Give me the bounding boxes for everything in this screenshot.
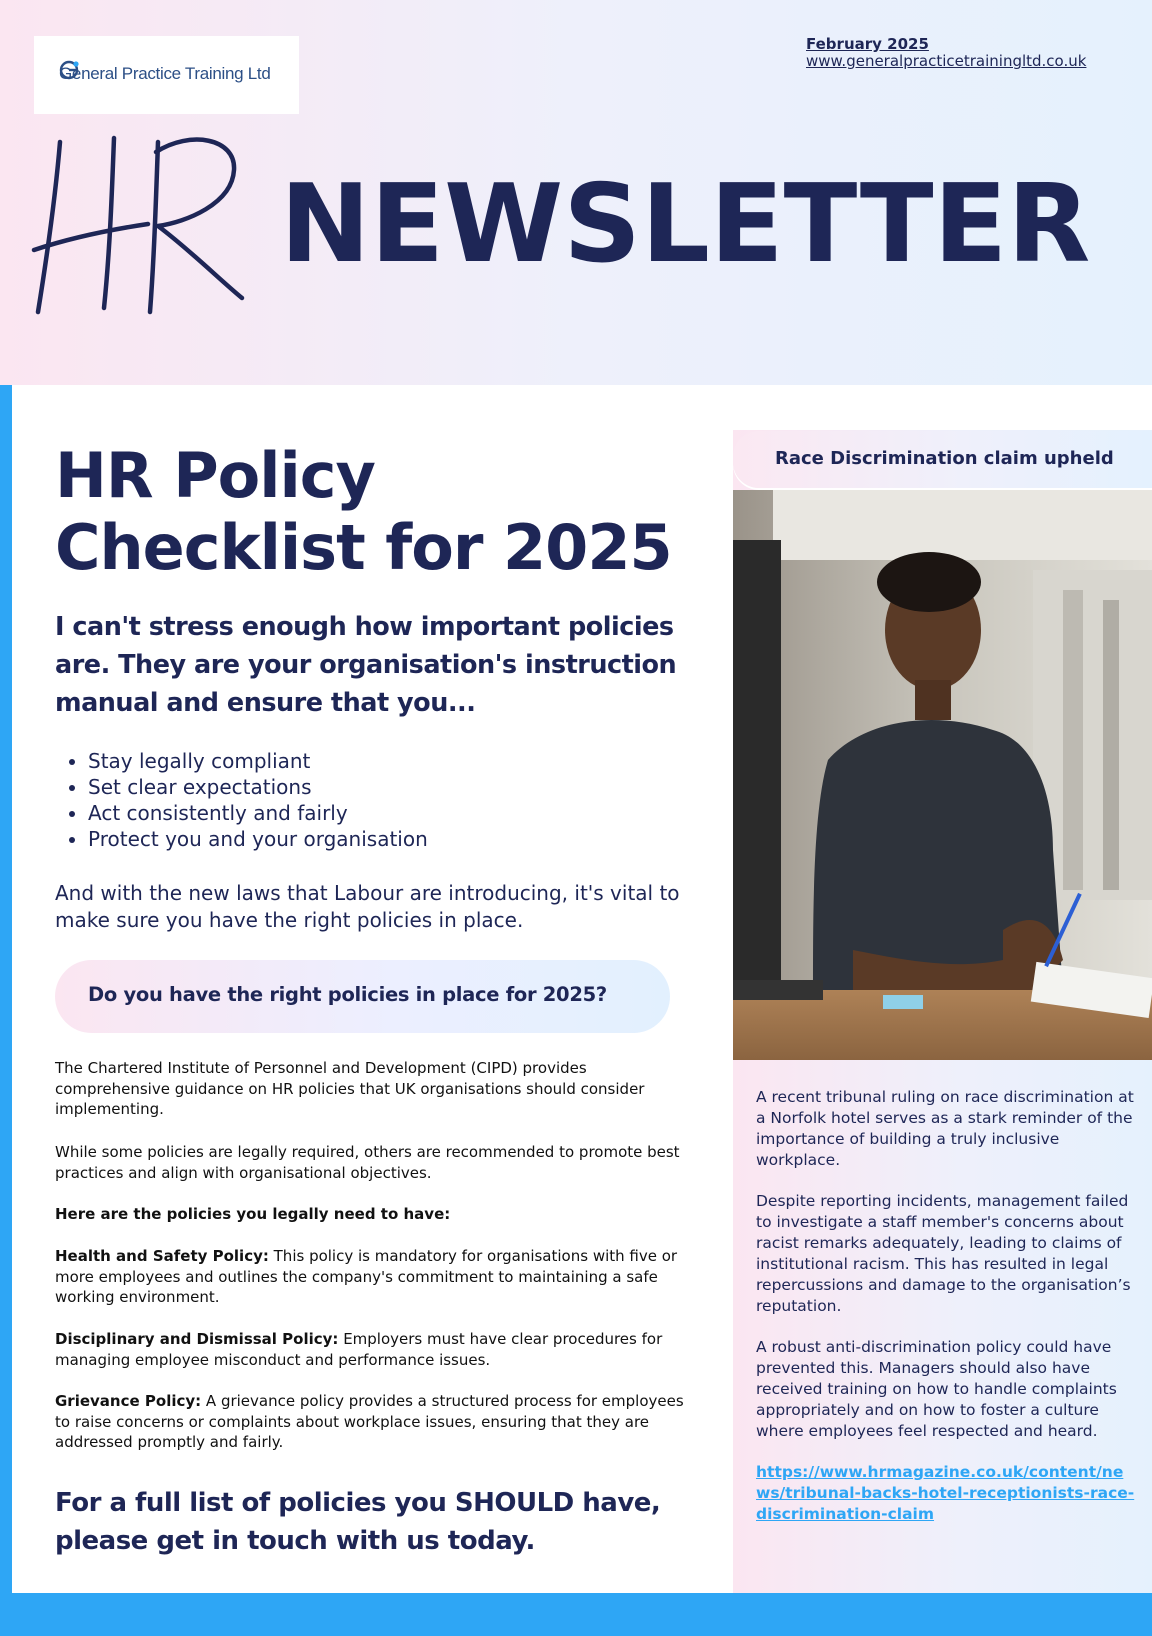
sidebar-heading-banner — [733, 431, 1152, 488]
question-banner — [55, 960, 670, 1033]
policy-name: Health and Safety Policy: — [55, 1247, 269, 1265]
benefits-list — [55, 748, 428, 852]
question-text: Do you have the right policies in place for 2025? — [88, 983, 607, 1006]
newsletter-title: NEWSLETTER — [280, 162, 1091, 287]
policy-text: This policy is mandatory for organisations with five or more employees and outlines the company's commitment to maintaining a safe working environment. — [55, 1247, 678, 1306]
newsletter-header — [0, 0, 1152, 385]
policy-health-safety — [55, 1246, 695, 1308]
student-writing-photo — [733, 490, 1152, 1060]
policy-text: A grievance policy provides a structured process for employees to raise concerns or complaints about workplace issues, ensuring that they are addressed promptly and fairly. — [55, 1392, 684, 1451]
policy-grievance — [55, 1391, 695, 1453]
logo-text: General Practice Training Ltd — [59, 64, 271, 83]
intro-text: I can't stress enough how important policies are. They are your organisation's instruction manual and ensure that you... — [55, 612, 677, 718]
list-item: • Stay legally compliant — [88, 748, 428, 774]
policy-disciplinary — [55, 1329, 695, 1370]
website-link[interactable]: www.generalpracticetrainingltd.co.uk — [806, 52, 1087, 70]
issue-date: February 2025 — [806, 35, 929, 53]
list-item: • Protect you and your organisation — [88, 826, 428, 852]
policy-name: Grievance Policy: — [55, 1392, 202, 1410]
hr-script-lettering — [30, 130, 260, 320]
sidebar-para-2: Despite reporting incidents, management failed to investigate a staff member's concerns about racist remarks adequately, leading to claims of institutional racism. This has resulted in legal repercussions and damage to the organisation’s reputation. — [756, 1192, 1131, 1315]
new-laws-text: And with the new laws that Labour are introducing, it's vital to make sure you have the right policies in place. — [55, 881, 680, 932]
sidebar-para-3: A robust anti-discrimination policy could have prevented this. Managers should also have received training on how to handle complaints appropriately and on how to foster a culture where employees feel respected and heard. — [756, 1338, 1117, 1440]
main-title — [55, 440, 705, 584]
legal-heading — [55, 1204, 695, 1225]
article-link[interactable]: https://www.hrmagazine.co.uk/content/news/tribunal-backs-hotel-receptionists-race-discrimination-claim — [756, 1463, 1135, 1523]
legal-heading-text: Here are the policies you legally need to have: — [55, 1205, 451, 1223]
main-title-line1: HR Policy — [55, 439, 375, 512]
sidebar-heading: Race Discrimination claim upheld — [775, 448, 1114, 469]
policy-text: Employers must have clear procedures for managing employee misconduct and performance issues. — [55, 1330, 663, 1369]
company-logo — [34, 36, 299, 114]
policy-name: Disciplinary and Dismissal Policy: — [55, 1330, 339, 1348]
required-paragraph: While some policies are legally required, others are recommended to promote best practices and align with organisational objectives. — [55, 1143, 680, 1182]
sidebar-para-1: A recent tribunal ruling on race discrimination at a Norfolk hotel serves as a stark reminder of the importance of building a truly inclusive workplace. — [756, 1088, 1134, 1169]
bottom-accent-bar — [0, 1593, 1152, 1636]
main-title-line2: Checklist for 2025 — [55, 511, 672, 584]
header-meta — [806, 36, 1086, 70]
call-to-action: For a full list of policies you SHOULD have, please get in touch with us today. — [55, 1488, 661, 1556]
list-item: • Set clear expectations — [88, 774, 428, 800]
list-item: • Act consistently and fairly — [88, 800, 428, 826]
left-accent-bar — [0, 385, 12, 1593]
cipd-paragraph: The Chartered Institute of Personnel and Development (CIPD) provides comprehensive guidance on HR policies that UK organisations should consider implementing. — [55, 1059, 645, 1118]
